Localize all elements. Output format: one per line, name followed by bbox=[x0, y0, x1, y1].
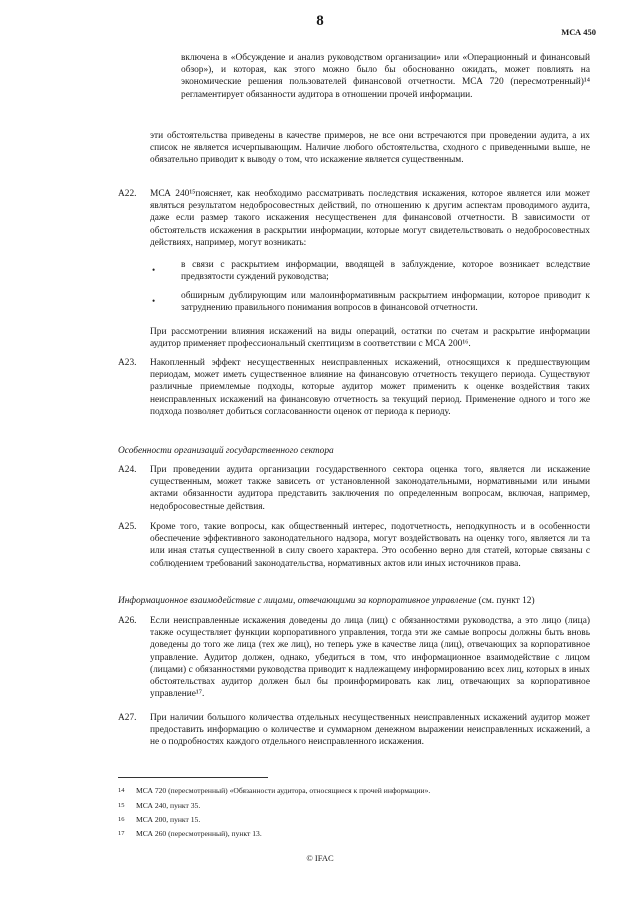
footnote-text: МСА 240, пункт 35. bbox=[136, 801, 201, 810]
paragraph-number-a27: A27. bbox=[118, 713, 137, 723]
bullet-1-marker: • bbox=[152, 265, 156, 275]
paragraph-a22: МСА 240¹⁵поясняет, как необходимо рассматривать последствия искажения, которое является или может являться результатом недобросовестных действий, по отношению к другим аспектам проводимого аудита, даже если размер такого искажения несущественен для финансовой отчетности. В зависимости от обстоятельств искажения в раскрытии информации, которые могут свидетельствовать о недобросовестных действиях, например, могут возникать: bbox=[150, 189, 590, 248]
paragraph-a24: При проведении аудита организации государственного сектора оценка того, является ли искажение существенным, может также зависеть от установленной законодательными, нормативными или иными актами обязанности аудитора представить заключения по определенным вопросам, включая, например, недобросовестные действия. bbox=[150, 465, 590, 512]
bullet-2-text: обширным дублирующим или малоинформативным раскрытием информации, которое приводит к затруднению правильного понимания вопросов в финансовой отчетности. bbox=[181, 291, 590, 314]
footnote-number: 16 bbox=[118, 816, 125, 823]
footnote-text: МСА 720 (пересмотренный) «Обязанности аудитора, относящиеся к прочей информации». bbox=[136, 786, 431, 795]
paragraph-number-a25: A25. bbox=[118, 522, 137, 532]
skepticism-paragraph: При рассмотрении влияния искажений на виды операций, остатки по счетам и раскрытие информации аудитор применяет профессиональный скептицизм в соответствии с МСА 200¹⁶. bbox=[150, 327, 590, 350]
footnote-text: МСА 260 (пересмотренный), пункт 13. bbox=[136, 829, 262, 838]
section-heading-public-sector: Особенности организаций государственного сектора bbox=[118, 446, 334, 456]
continuation-paragraph: включена в «Обсуждение и анализ руководством организации» или «Операционный и финансовый обзор»), и которая, как этого можно было бы обоснованно ожидать, может повлиять на экономические решения пользователей финансовой отчетности. МСА 720 (пересмотренный)¹⁴ регламентирует обязанности аудитора в отношении прочей информации. bbox=[181, 53, 590, 100]
governance-heading-text: Информационное взаимодействие с лицами, отвечающими за корпоративное управление bbox=[118, 596, 477, 606]
page-number: 8 bbox=[316, 13, 324, 29]
paragraph-a23: Накопленный эффект несущественных неисправленных искажений, относящихся к предшествующим периодам, может иметь существенное влияние на финансовую отчетность текущего периода. Существуют различные приемлемые подходы, которые аудитор может применить к оценке воздействия таких неисправленных искажений на финансовую отчетность за текущий период. Применение одного и того же подхода позволяет добиться согласованности оценок от периода к периоду. bbox=[150, 358, 590, 417]
standard-code: МСА 450 bbox=[561, 27, 596, 37]
footnote-number: 15 bbox=[118, 802, 125, 809]
examples-note-paragraph: эти обстоятельства приведены в качестве примеров, не все они встречаются при проведении аудита, а их список не является исчерпывающим. Наличие любого обстоятельства, сходного с приведенными выше, не обязательно приводит к выводу о том, что искажение является существенным. bbox=[150, 131, 590, 166]
paragraph-a27: При наличии большого количества отдельных несущественных неисправленных искажений аудитор может предоставить информацию о количестве и суммарном денежном выражении неисправленных искажений, а не о подробностях каждого отдельного неисправленного искажения. bbox=[150, 713, 590, 748]
paragraph-a26: Если неисправленные искажения доведены до лица (лиц) с обязанностями руководства, а это лицо (лица) также осуществляет функции корпоративного управления, тогда эти же самые вопросы должны быть вновь доведены до того же лица (тех же лиц), но теперь уже в качестве лица (лиц), отвечающих за корпоративное управление. Аудитор должен, однако, убедиться в том, что информационное взаимодействие с лицом (лицами) с обязанностями руководства приводит к надлежащему информированию всех лиц, которых в иных обстоятельствах аудитор должен был бы проинформировать как лиц, отвечающих за корпоративное управление¹⁷. bbox=[150, 616, 590, 700]
paragraph-number-a24: A24. bbox=[118, 465, 137, 475]
governance-heading-reference: (см. пункт 12) bbox=[476, 596, 535, 606]
paragraph-a25: Кроме того, такие вопросы, как общественный интерес, подотчетность, неподкупность и в особенности обеспечение эффективного законодательного надзора, могут воздействовать на оценку того, является ли та или иная статья существенной в силу своего характера. Это особенно верно для статей, которые связаны с соблюдением требований законодательства, нормативных актов или иных источников права. bbox=[150, 522, 590, 569]
bullet-1-text: в связи с раскрытием информации, вводящей в заблуждение, которое возникает вследствие предвзятости суждений руководства; bbox=[181, 260, 590, 283]
footnote-text: МСА 200, пункт 15. bbox=[136, 815, 201, 824]
paragraph-number-a26: A26. bbox=[118, 616, 137, 626]
paragraph-number-a23: A23. bbox=[118, 358, 137, 368]
copyright-footer: © IFAC bbox=[306, 853, 334, 863]
footnote-number: 14 bbox=[118, 787, 125, 794]
section-heading-governance bbox=[118, 595, 535, 607]
bullet-2-marker: • bbox=[152, 296, 156, 306]
footnote-separator bbox=[118, 777, 268, 778]
paragraph-number-a22: A22. bbox=[118, 189, 137, 199]
footnote-number: 17 bbox=[118, 830, 125, 837]
